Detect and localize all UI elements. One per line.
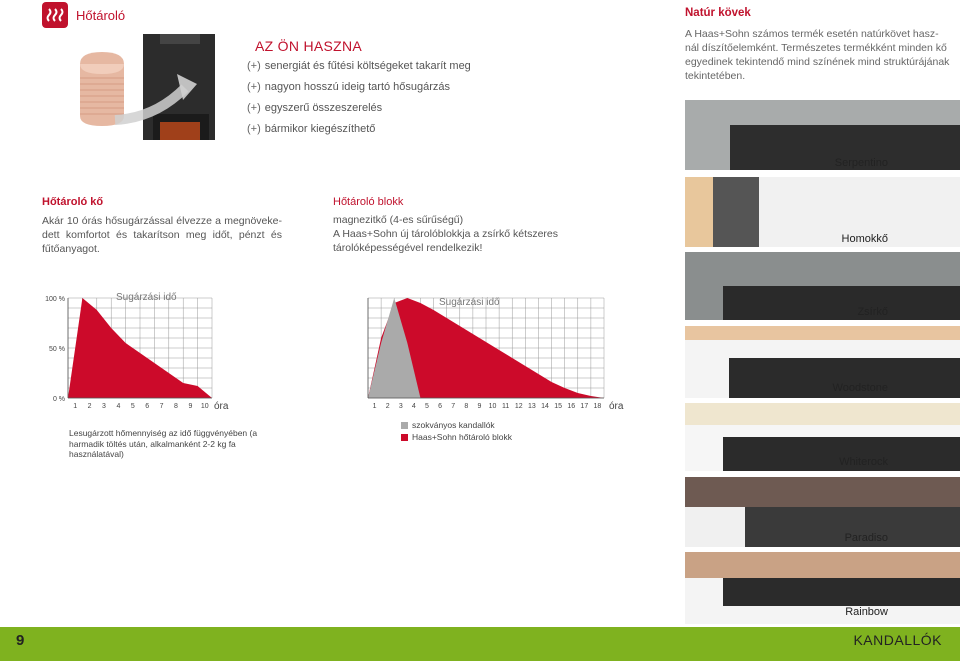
x-tick-label: 5 [130, 403, 135, 410]
chart1-caption: Lesugárzott hőmennyiség az idő függvényében (a harmadik töltés után, alkalmanként 2-2 kg fa használatával) [69, 428, 258, 459]
stone-label-homokko: Homokkő [841, 233, 888, 245]
footer-title: KANDALLÓK [853, 632, 942, 648]
x-tick-label: 4 [411, 403, 416, 410]
y-tick-label: 100 % [45, 296, 65, 303]
swatch-rainbow [685, 552, 960, 624]
x-tick-label: 3 [398, 403, 403, 410]
x-tick-label: 3 [102, 403, 106, 410]
block-title: Hőtároló blokk [333, 196, 404, 208]
chart1-x-unit: óra [214, 401, 229, 412]
x-tick-label: 16 [567, 403, 576, 410]
stone-label-paradiso: Paradiso [844, 532, 888, 544]
stone-text: Akár 10 órás hősugárzással élvezze a megnöveke- dett komfortot és takarítson meg időt, pénzt és fűtőanyagot. [42, 215, 282, 255]
x-tick-label: 5 [425, 403, 429, 410]
natur-text: A Haas+Sohn számos termék esetén natúrkövet hasz- nál díszítőelemként. Természetes termékként minden kő egyedinek tekintendő mind színének mind struktúrájának tekintetében. [685, 28, 950, 82]
x-tick-label: 2 [87, 403, 92, 410]
y-tick-label: 50 % [49, 346, 65, 353]
x-tick-label: 7 [159, 403, 164, 410]
x-tick-label: 2 [385, 403, 390, 410]
x-tick-label: 14 [541, 403, 549, 410]
x-tick-label: 13 [527, 403, 536, 410]
x-tick-label: 12 [514, 403, 523, 410]
stone-label-woodstone: Woodstone [832, 382, 888, 394]
chart2-legend-haas: Haas+Sohn hőtároló blokk [401, 432, 512, 442]
x-tick-label: 6 [438, 403, 443, 410]
list-item: (+) nagyon hosszú ideig tartó hősugárzás [247, 81, 451, 93]
x-tick-label: 18 [593, 403, 602, 410]
list-item: (+) bármikor kiegészíthető [247, 123, 376, 135]
natur-title: Natúr kövek [685, 7, 751, 19]
x-tick-label: 8 [464, 403, 469, 410]
swatch-whiterock [685, 403, 960, 471]
x-tick-label: 4 [116, 403, 121, 410]
block-line1: magnezitkő (4-es sűrűségű) [333, 214, 464, 226]
stone-label-whiterock: Whiterock [839, 456, 888, 468]
swatch-paradiso [685, 477, 960, 547]
x-tick-label: 6 [145, 403, 150, 410]
chart2-x-unit: óra [609, 401, 624, 412]
chart2-title: Sugárzási idő [439, 297, 500, 308]
swatch-serpentino [685, 100, 960, 170]
page-number: 9 [16, 632, 25, 649]
legend-swatch-grey [401, 422, 408, 429]
chart1-title: Sugárzási idő [116, 292, 177, 303]
stone-label-zsirko: Zsírkő [857, 306, 888, 318]
x-tick-label: 9 [188, 403, 193, 410]
stone-label-serpentino: Serpentino [834, 157, 888, 169]
footer-bar [0, 627, 960, 661]
x-tick-label: 11 [502, 403, 510, 410]
chart2-legend-standard: szokványos kandallók [401, 420, 495, 430]
list-item: (+) egyszerű összeszerelés [247, 102, 383, 114]
section-title: Hőtároló [76, 8, 126, 23]
swatch-zsirko [685, 252, 960, 320]
stove-illustration [65, 34, 215, 140]
x-tick-label: 7 [451, 403, 456, 410]
x-tick-label: 15 [554, 403, 563, 410]
x-tick-label: 10 [200, 403, 209, 410]
advantages-title: AZ ÖN HASZNA [255, 38, 363, 54]
advantages-list [247, 60, 471, 144]
plus-marker: (+) [247, 102, 261, 114]
stone-label-rainbow: Rainbow [845, 606, 888, 618]
x-tick-label: 1 [372, 403, 377, 410]
x-tick-label: 8 [174, 403, 178, 410]
x-tick-label: 1 [73, 403, 78, 410]
block-line2: A Haas+Sohn új tárolóblokkja a zsírkő kétszeres tárolóképességével rendelkezik! [333, 228, 558, 254]
x-tick-label: 10 [488, 403, 497, 410]
y-tick-label: 0 % [52, 396, 65, 403]
heat-storage-logo-icon [42, 2, 68, 28]
list-item: (+) senergiát és fűtési költségeket takarít meg [247, 60, 471, 72]
stone-title: Hőtároló kő [42, 196, 104, 208]
chart-1 [40, 288, 240, 414]
swatch-homokko [685, 177, 960, 247]
x-tick-label: 9 [477, 403, 482, 410]
x-tick-label: 17 [580, 403, 589, 410]
plus-marker: (+) [247, 81, 261, 93]
plus-marker: (+) [247, 60, 261, 72]
swatch-woodstone [685, 326, 960, 398]
plus-marker: (+) [247, 123, 261, 135]
legend-swatch-red [401, 434, 408, 441]
